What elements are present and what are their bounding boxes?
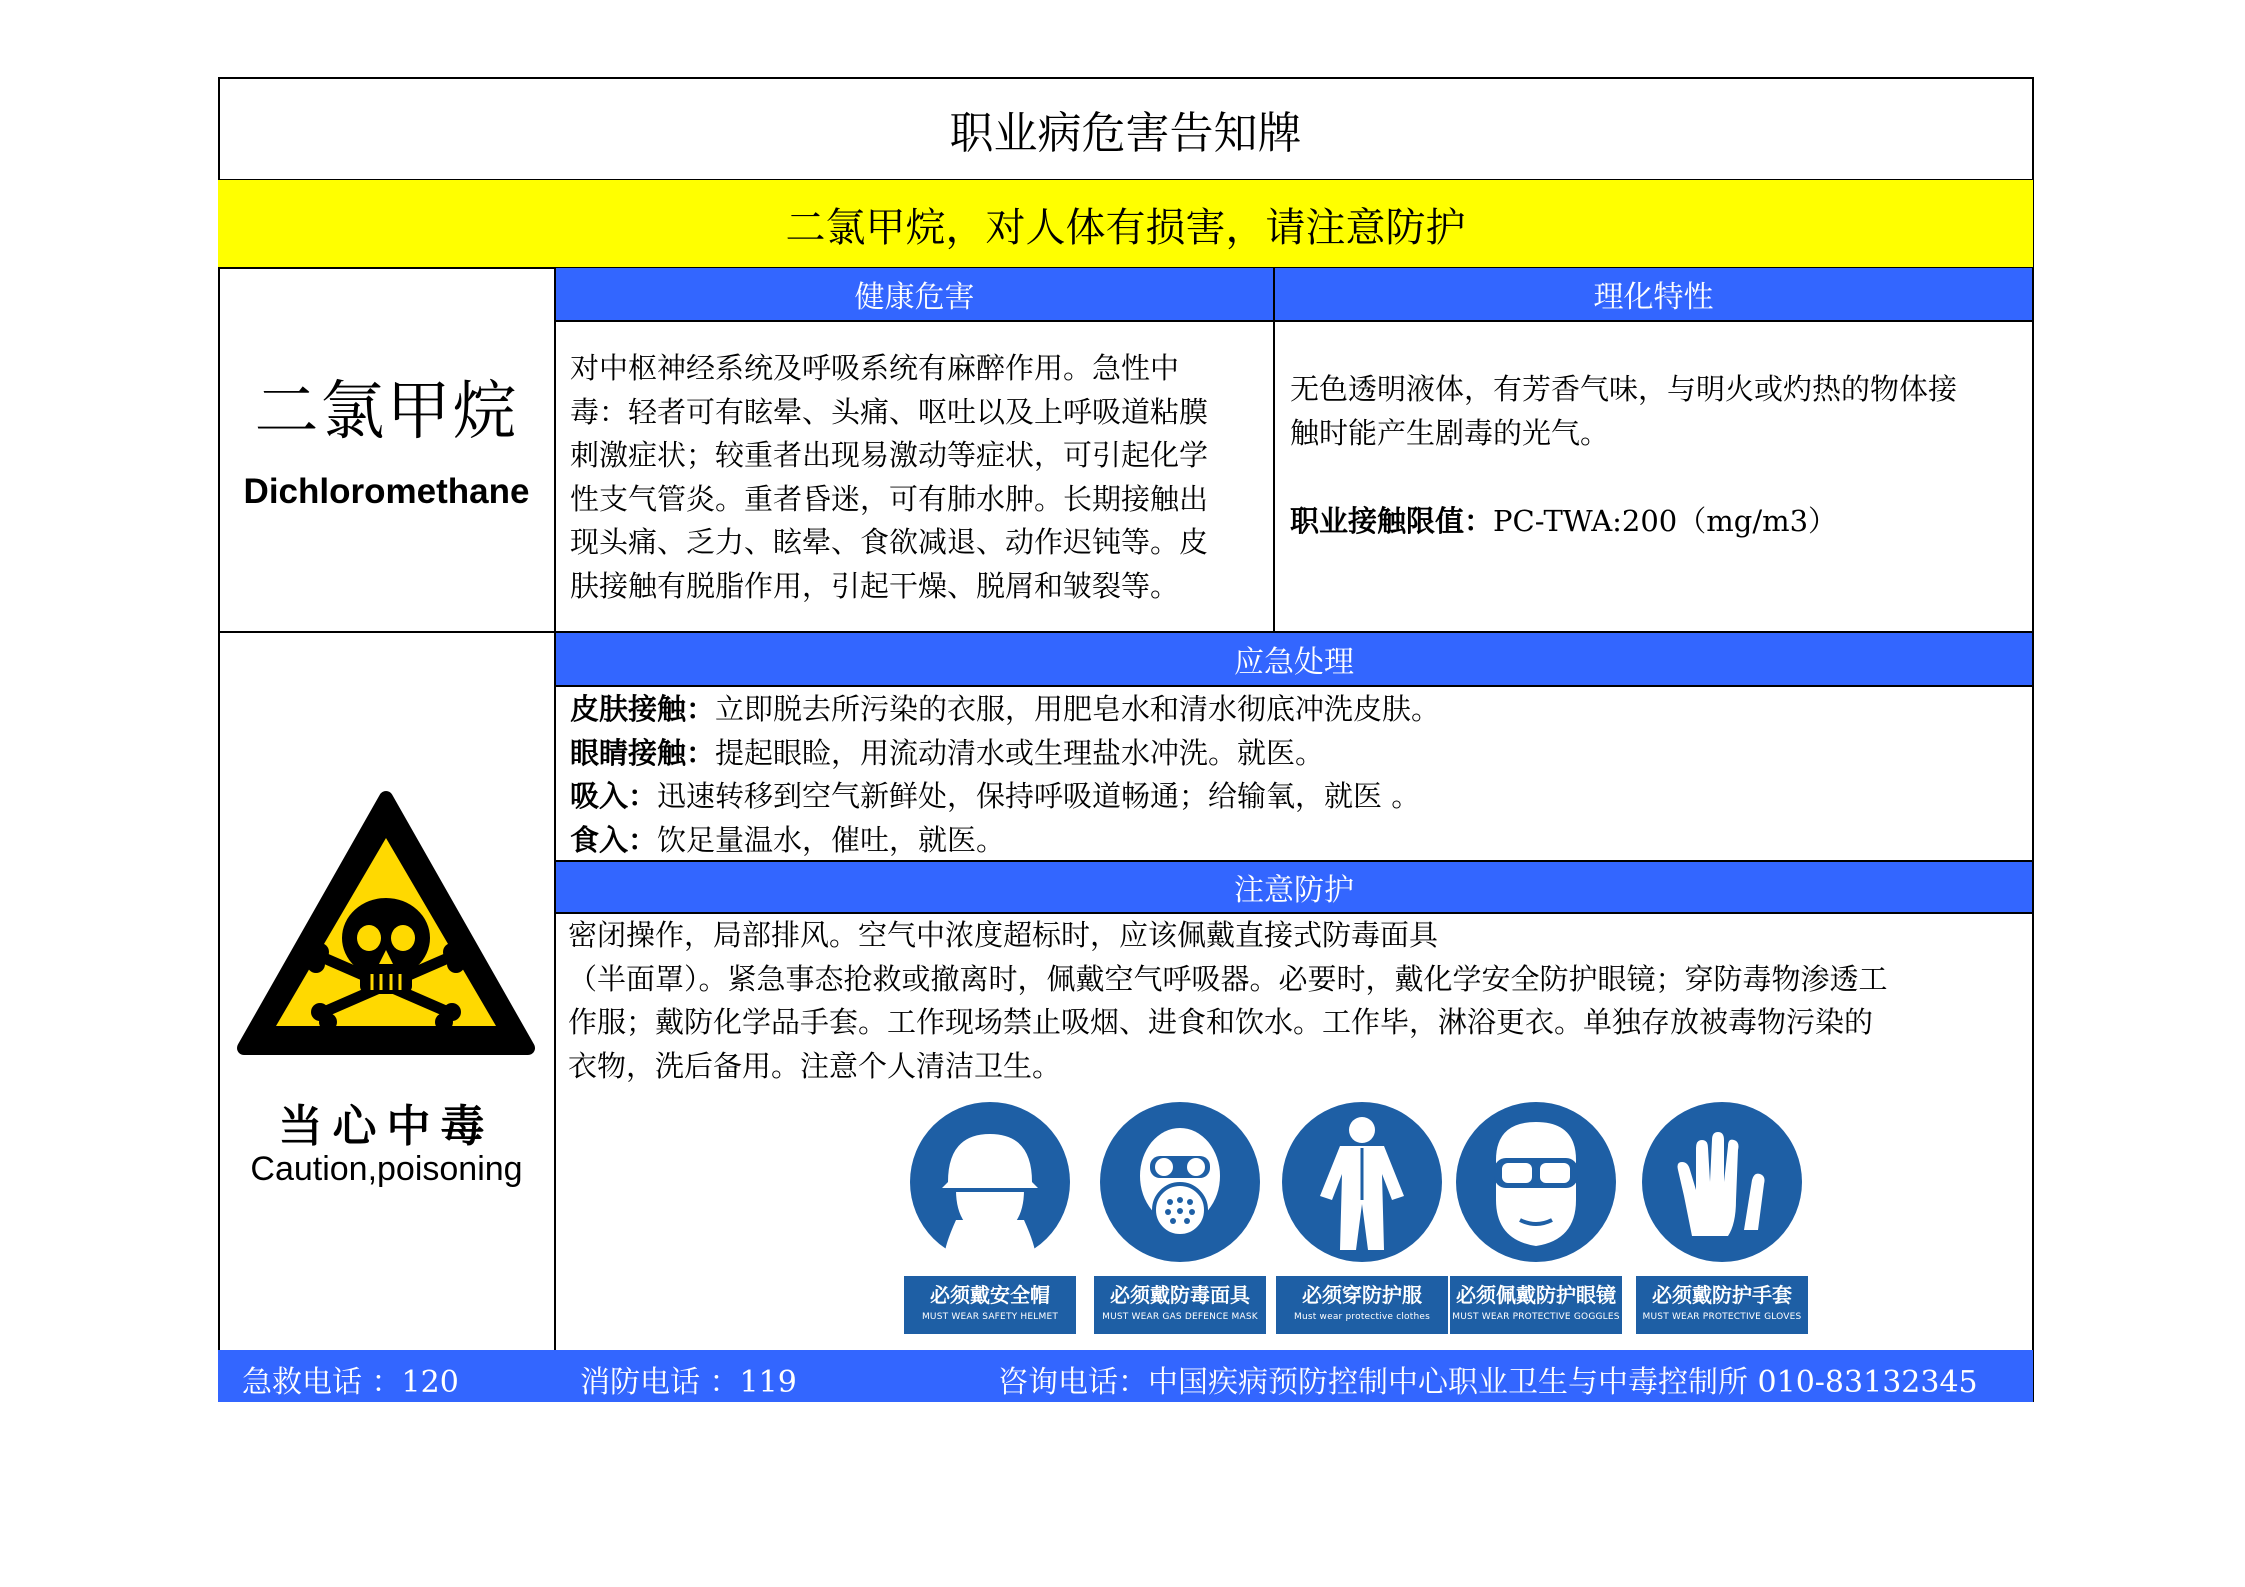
warning-label-en: Caution,poisoning [250,1150,523,1188]
emergency-text [570,688,2020,862]
gloves-icon [1640,1100,1804,1264]
protection-line: 密闭操作，局部排风。空气中浓度超标时，应该佩戴直接式防毒面具 [568,918,1439,952]
ppe-label: 必须戴安全帽 MUST WEAR SAFETY HELMET [904,1276,1076,1334]
health-hazard-line: 性支气管炎。重者昏迷，可有肺水肿。长期接触出 [570,481,1209,516]
emergency-heading: 应急处理 [556,633,2032,685]
protection-line: 衣物，洗后备用。注意个人清洁卫生。 [568,1048,1062,1083]
safety-helmet-icon [908,1100,1072,1264]
properties-line: 触时能产生剧毒的光气。 [1290,415,1610,450]
health-hazard-line: 刺激症状；较重者出现易激动等症状，可引起化学 [570,438,1209,472]
exposure-limit-label: 职业接触限值： [1290,504,1494,538]
health-hazard-text [570,347,1270,608]
page-title: 职业病危害告知牌 [949,107,1302,159]
goggles-icon [1454,1100,1618,1264]
first-aid-phone: 急救电话 ：120 [242,1365,459,1400]
properties-line: 无色透明液体，有芳香气味，与明火或灼热的物体接 [1290,372,1958,406]
exposure-limit [1290,500,2030,544]
hazard-banner: 二氯甲烷，对人体有损害，请注意防护 [218,180,2033,268]
protection-text [568,914,2028,1088]
ppe-label: 必须戴防护手套 MUST WEAR PROTECTIVE GLOVES [1636,1276,1808,1334]
ppe-label: 必须穿防护服 Must wear protective clothes [1276,1276,1448,1334]
protection-line: （半面罩）。紧急事态抢救或撤离时，佩戴空气呼吸器。必要时，戴化学安全防护眼镜；穿防毒物渗透工 [568,961,1888,996]
consult-phone: 咨询电话：中国疾病预防控制中心职业卫生与中毒控制所 010-83132345 [998,1365,1978,1400]
footer-bar [218,1350,2033,1402]
health-hazard-line: 现头痛、乏力、眩晕、食欲减退、动作迟钝等。皮 [570,525,1209,559]
exposure-limit-value: PC-TWA:200（mg/m3） [1493,504,1838,538]
health-hazard-line: 对中枢神经系统及呼吸系统有麻醉作用。急性中 [570,351,1180,385]
health-hazard-heading: 健康危害 [556,268,1273,320]
poison-warning-icon [236,790,536,1060]
health-hazard-line: 肤接触有脱脂作用，引起干燥、脱屑和皱裂等。 [570,568,1180,603]
ppe-label: 必须佩戴防护眼镜 MUST WEAR PROTECTIVE GOGGLES [1450,1276,1622,1334]
gas-mask-icon [1098,1100,1262,1264]
emergency-item-inhalation: 吸入：迅速转移到空气新鲜处，保持呼吸道畅通；给输氧，就医 。 [570,779,1421,813]
emergency-item-skin: 皮肤接触：立即脱去所污染的衣服，用肥皂水和清水彻底冲洗皮肤。 [570,692,1441,726]
substance-name-cn: 二氯甲烷 [254,375,519,449]
frame-left [218,77,220,1402]
ppe-label: 必须戴防毒面具 MUST WEAR GAS DEFENCE MASK [1094,1276,1266,1334]
properties-text [1290,368,2030,544]
emergency-item-ingestion: 食入：饮足量温水，催吐，就医。 [570,822,1006,857]
protective-suit-icon [1280,1100,1444,1264]
protection-heading: 注意防护 [556,862,2032,912]
protection-line: 作服；戴防化学品手套。工作现场禁止吸烟、进食和饮水。工作毕，淋浴更衣。单独存放被毒物污染的 [568,1005,1874,1039]
warning-label-cn: 当心中毒 [278,1101,495,1152]
emergency-item-eyes: 眼睛接触：提起眼睑，用流动清水或生理盐水冲洗。就医。 [570,735,1325,770]
properties-heading: 理化特性 [1275,268,2032,320]
fire-phone: 消防电话 ：119 [580,1365,797,1400]
frame-right [2032,77,2034,1402]
divider [556,685,2032,687]
substance-name-en: Dichloromethane [243,472,530,511]
divider [556,320,2032,322]
health-hazard-line: 毒：轻者可有眩晕、头痛、呕吐以及上呼吸道粘膜 [570,394,1209,429]
column-divider [1273,268,1275,632]
